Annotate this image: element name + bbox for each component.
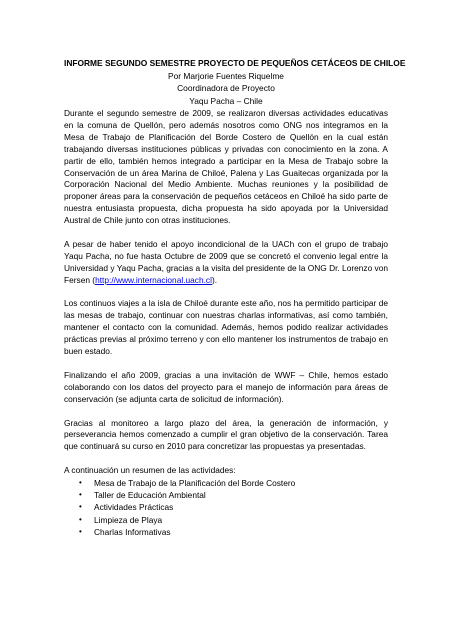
bullet-icon: • [79, 526, 82, 536]
document-body [64, 108, 388, 538]
bullet-icon: • [79, 490, 82, 500]
paragraph-uach-text-end: ). [211, 274, 218, 285]
bullet-icon: • [79, 514, 82, 524]
paragraph-uach-text: A pesar de haber tenido el apoyo incondicional de la UACh con el grupo de trabajo Yaqu Pacha, no fue hasta Octubre de 2009 que se concretó el convenio legal entre la Universidad y Yaqu Pacha, gracias a la visita del presidente de la ONG Dr. Lorenzo von Fersen ( [64, 238, 388, 285]
list-item [64, 526, 388, 538]
document-title: INFORME SEGUNDO SEMESTRE PROYECTO DE PEQUEÑOS CETÁCEOS DE CHILOE [64, 58, 406, 68]
list-item [64, 514, 388, 526]
list-item-label: Limpieza de Playa [94, 514, 163, 525]
organization-line: Yaqu Pacha – Chile [189, 95, 263, 106]
paragraph-summary-intro: A continuación un resumen de las actividades: [64, 465, 236, 476]
paragraph-uach-agreement [64, 239, 388, 287]
list-item-label: Actividades Prácticas [94, 502, 174, 513]
activities-list [64, 477, 388, 538]
paragraph-wwf: Finalizando el año 2009, gracias a una invitación de WWF – Chile, hemos estado colaborando con los datos del proyecto para el manejo de información para áreas de conservación (se adjunta carta de solicitud de información). [64, 369, 388, 404]
list-item-label: Taller de Educación Ambiental [94, 490, 206, 501]
uach-link[interactable]: http://www.internacional.uach.cl [95, 274, 212, 285]
bullet-icon: • [79, 502, 82, 512]
list-item [64, 501, 388, 513]
paragraph-monitoring: Gracias al monitoreo a largo plazo del área, la generación de información, y perseverancia hemos comenzado a cumplir el gran objetivo de la conservación. Tarea que continuará su curso en 2010 para concretizar las propuestas ya presentadas. [64, 417, 388, 452]
role-line: Coordinadora de Proyecto [177, 83, 275, 93]
list-item-label: Charlas Informativas [94, 526, 171, 537]
list-item [64, 477, 388, 489]
document-header [64, 57, 406, 107]
author-line: Por Marjorie Fuentes Riquelme [168, 70, 284, 81]
bullet-icon: • [79, 478, 82, 488]
paragraph-activities-intro: Durante el segundo semestre de 2009, se realizaron diversas actividades educativas en la comuna de Quellón, pero además nosotros como ONG nos integramos en la Mesa de Trabajo de Planificación del Borde Costero de Quellón en la cual están trabajando diversas instituciones públicas y privadas con conocimiento en la zona. A partir de ello, también hemos integrado a participar en la Mesa de Trabajo sobre la Conservación de un área Marina de Chiloé, Palena y Las Guaitecas organizada por la Corporación Nacional del Medio Ambiente. Muchas reuniones y la posibilidad de proponer áreas para la conservación de pequeños cetáceos en Chiloé ha sido parte de nuestra entusiasta propuesta, dicha propuesta ha sido apoyada por la Universidad Austral de Chile junto con otras instituciones. [64, 108, 388, 226]
list-item [64, 489, 388, 501]
list-item-label: Mesa de Trabajo de la Planificación del Borde Costero [94, 478, 296, 489]
paragraph-chiloe-trips: Los continuos viajes a la isla de Chiloé durante este año, nos ha permitido participar de las mesas de trabajo, continuar con nuestras charlas informativas, así como también, mantener el contacto con la comunidad. Además, hemos podido realizar actividades prácticas previas al próximo terreno y con ello mantener los instrumentos de trabajo en buen estado. [64, 298, 388, 357]
